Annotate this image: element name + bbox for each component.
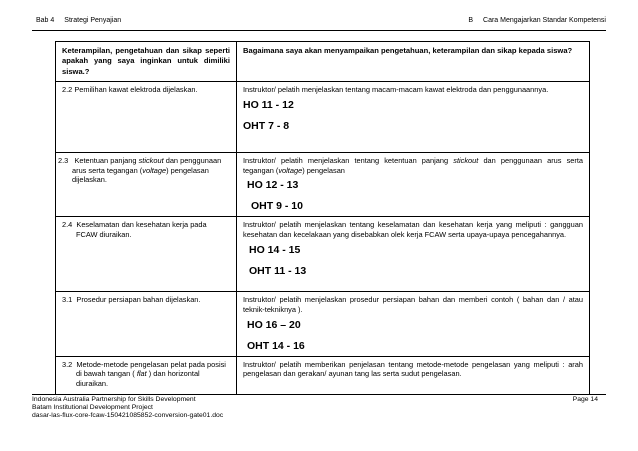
col1-header: Keterampilan, pengetahuan dan sikap seperti apakah yang saya inginkan untuk dimiliki siswa.?: [56, 42, 237, 82]
handout-ref: HO 16 – 20: [247, 318, 301, 331]
table-row: [56, 356, 590, 394]
method-term-2: voltage: [278, 165, 303, 175]
skill-description-b: dan penggunaan arus serta tegangan (: [72, 156, 222, 175]
page-number: Page 14: [572, 396, 598, 403]
method-text-c: ) pengelasan: [302, 165, 345, 175]
skill-description-c: ) pengelasan dijelaskan.: [72, 165, 209, 185]
table-row: [56, 82, 590, 153]
method-text: Instruktor/ pelatih menjelaskan tentang keselamatan dan kesehatan kerja yang meliputi : gangguan kesehatan dan kecelakaan yang disebabkan olek kerja FCAW serta upaya-upaya pencegahannya.: [243, 220, 583, 239]
skill-text: [62, 220, 230, 239]
table-row: [56, 217, 590, 292]
item-number: 2.2: [62, 85, 73, 95]
section-label: B: [468, 17, 474, 24]
handout-ref: HO 11 - 12: [243, 98, 294, 111]
header-left: [36, 17, 131, 24]
method-cell: [237, 292, 590, 356]
method-cell: [237, 153, 590, 217]
item-number: 3.1: [62, 295, 73, 305]
footer-divider: [32, 394, 606, 395]
skill-term: flat: [136, 369, 147, 379]
table-row: [56, 292, 590, 356]
table-row: [56, 153, 590, 217]
item-number: 2.3: [58, 156, 69, 166]
skill-text: [62, 295, 230, 305]
oht-ref: OHT 9 - 10: [251, 200, 303, 213]
page-footer: [32, 396, 606, 421]
skill-description: Pemilihan kawat elektroda dijelaskan.: [74, 85, 198, 95]
handout-ref: HO 14 - 15: [249, 243, 301, 256]
method-cell: [237, 82, 590, 153]
skill-description-a: Metode-metode pengelasan pelat pada posisi di bawah tangan (: [76, 359, 226, 379]
table-header-row: [56, 42, 590, 82]
col2-header: Bagaimana saya akan menyampaikan pengetahuan, keterampilan dan sikap kepada siswa?: [237, 42, 590, 82]
skill-cell: [56, 82, 237, 153]
oht-ref: OHT 11 - 13: [249, 264, 307, 277]
footer-project: Batam Institutional Development Project: [32, 404, 153, 412]
skill-term: stickout: [138, 156, 164, 166]
footer-file: dasar-las-flux-core-fcaw-150421085852-conversion-gate01.doc: [32, 412, 224, 420]
skill-cell: [56, 292, 237, 356]
skill-term-2: voltage: [142, 165, 167, 175]
method-text: Instruktor/ pelatih menjelaskan tentang macam-macam kawat elektroda dan penggunaannya.: [243, 85, 549, 95]
skill-text: [58, 156, 230, 185]
method-text: Instruktor/ pelatih memberikan penjelasan tentang metode-metode pengelasan yang meliputi : arah pengelasan dan gerakan/ ayunan tang las serta sudut pengelasan.: [243, 359, 583, 379]
method-cell: [237, 356, 590, 394]
header-divider: [32, 30, 606, 31]
skill-cell: [56, 217, 237, 292]
skill-description-a: Ketentuan panjang: [74, 156, 137, 166]
method-cell: [237, 217, 590, 292]
skill-text: [62, 85, 230, 95]
chapter-title: Strategi Penyajian: [64, 17, 122, 24]
skill-cell: [56, 153, 237, 217]
method-text-a: Instruktor/ pelatih menjelaskan tentang ketentuan panjang: [243, 156, 449, 166]
skill-text: [62, 360, 230, 389]
method-term: stickout: [453, 156, 479, 166]
handout-ref: HO 12 - 13: [247, 179, 299, 192]
item-number: 3.2: [62, 359, 73, 369]
skill-description: Prosedur persiapan bahan dijelaskan.: [76, 295, 201, 305]
skill-description-b: ) dan horizontal diuraikan.: [76, 369, 200, 388]
item-number: 2.4: [62, 220, 73, 230]
method-text-b: dan penggunaan arus serta tegangan (: [243, 156, 584, 175]
header-right: [458, 17, 606, 24]
section-title: Cara Mengajarkan Standar Kompetensi: [483, 17, 606, 24]
skill-description: Keselamatan dan kesehatan kerja pada FCAW diuraikan.: [76, 220, 207, 239]
method-text: Instruktor/ pelatih menjelaskan prosedur persiapan bahan dan memberi contoh ( bahan dan / atau teknik-tekniknya ).: [243, 295, 583, 314]
method-text: [243, 156, 583, 175]
oht-ref: OHT 7 - 8: [243, 119, 290, 132]
footer-org: Indonesia Australia Partnership for Skills Development: [32, 396, 196, 403]
skill-cell: [56, 356, 237, 394]
page-header: [32, 17, 606, 29]
chapter-label: Bab 4: [36, 17, 55, 24]
competency-table: [55, 41, 590, 395]
oht-ref: OHT 14 - 16: [247, 339, 305, 352]
